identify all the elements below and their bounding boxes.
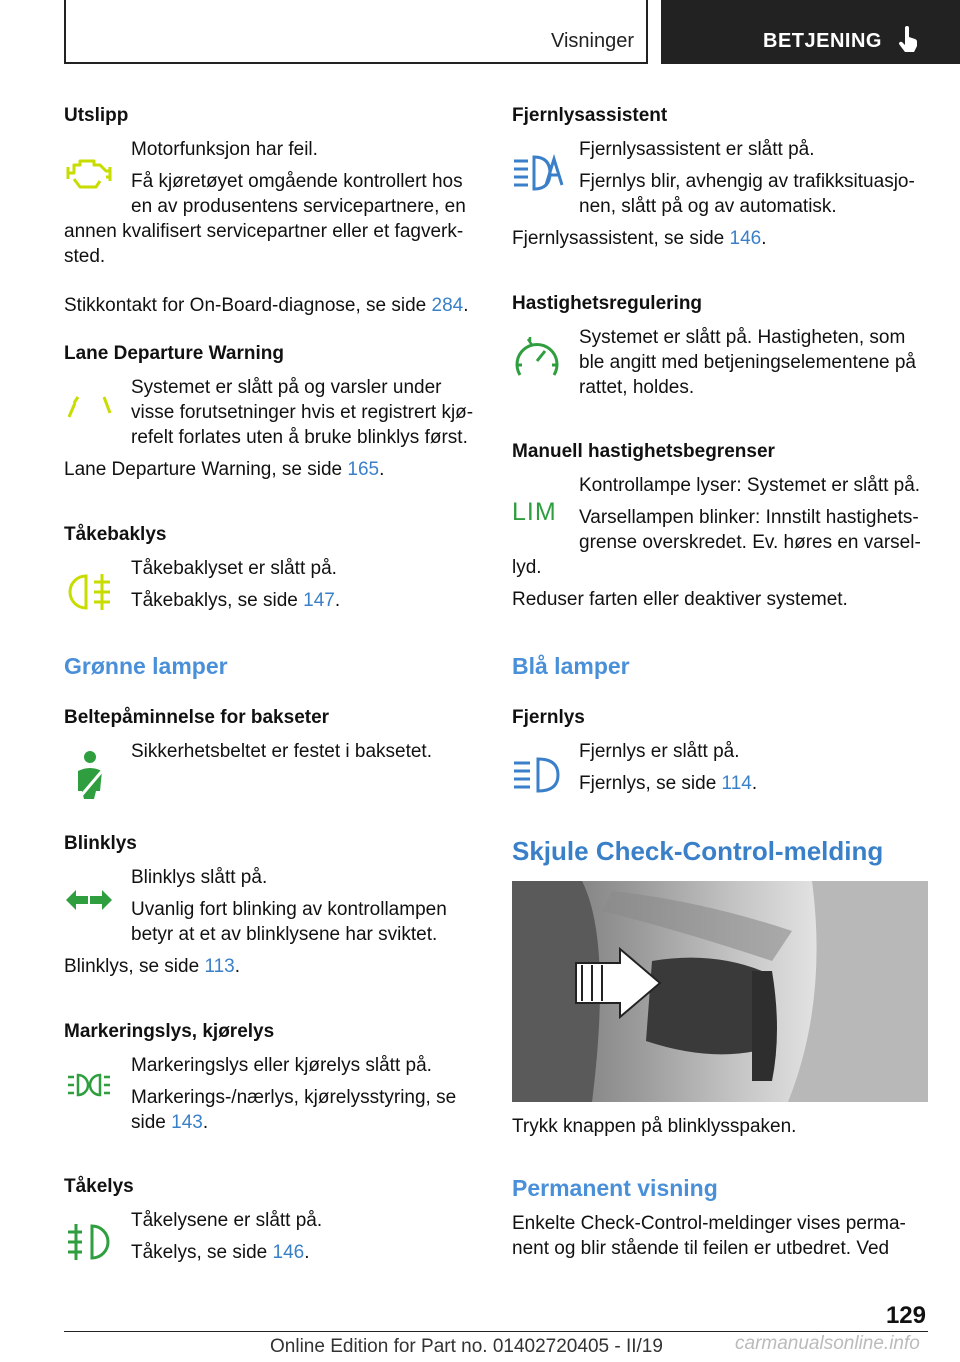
fjernass-ref-end: . <box>761 228 767 249</box>
fjern-ref-end: . <box>751 773 758 794</box>
section-takebaklys <box>64 524 484 613</box>
fjern-ref-text: Fjernlys, se side <box>579 773 722 794</box>
hast-title: Hastighetsregulering <box>512 293 703 314</box>
take-reference <box>64 1240 484 1265</box>
hast-p1b: ble angitt med betjeningselementene på <box>579 352 916 373</box>
section-lane-departure <box>64 343 484 482</box>
manuell-p2c: lyd. <box>512 557 542 578</box>
high-beam-assistant-icon <box>512 153 564 193</box>
manuell-title: Manuell hastighetsbegrenser <box>512 441 775 462</box>
take-p1: Tåkelysene er slått på. <box>131 1210 323 1231</box>
marker-reference <box>64 1110 484 1135</box>
obd-text: Stikkontakt for On-Board-diagnose, se side <box>64 295 432 316</box>
takebak-page-link[interactable]: 147 <box>303 590 335 611</box>
blink-reference <box>64 954 484 979</box>
hand-pointer-icon <box>897 26 919 52</box>
takebak-ref-end: . <box>334 590 341 611</box>
takebak-ref-text: Tåkebaklys, se side <box>131 590 304 611</box>
utslipp-p2c: annen kvalifisert servicepartner eller et fagverk- <box>64 221 464 242</box>
take-ref-end: . <box>304 1242 310 1263</box>
lane-ref-text: Lane Departure Warning, se side <box>64 459 348 480</box>
blink-ref-end: . <box>234 956 241 977</box>
section-manuell-hastighetsbegrenser <box>512 441 928 612</box>
lane-p1b: visse forutsetninger hvis et registrert kjø- <box>131 402 474 423</box>
blink-ref-text: Blinklys, se side <box>64 956 205 977</box>
section-markeringslys <box>64 1021 484 1135</box>
blink-p2a: Uvanlig fort blinking av kontrollampen <box>131 899 447 920</box>
section-hastighetsregulering <box>512 293 928 400</box>
perm-p1a: Enkelte Check-Control-meldinger vises perma- <box>512 1213 906 1234</box>
speed-limiter-lim-icon: LIM <box>512 498 557 526</box>
lane-reference <box>64 457 484 482</box>
blink-p2b: betyr at et av blinklysene har sviktet. <box>131 924 438 945</box>
marker-ref-text: side <box>131 1112 172 1133</box>
utslipp-title: Utslipp <box>64 105 129 126</box>
blink-p1: Blinklys slått på. <box>131 867 268 888</box>
marker-page-link[interactable]: 143 <box>171 1112 203 1133</box>
footer-watermark: carmanualsonline.info <box>735 1333 920 1354</box>
obd-page-link[interactable]: 284 <box>431 295 464 316</box>
heading-permanent-visning: Permanent visning <box>512 1175 718 1201</box>
fjern-title: Fjernlys <box>512 707 585 728</box>
lane-title: Lane Departure Warning <box>64 343 284 364</box>
lane-departure-icon <box>64 395 114 421</box>
front-fog-light-icon <box>64 1222 114 1262</box>
marker-ref-end: . <box>202 1112 209 1133</box>
fjern-reference <box>512 771 928 796</box>
utslipp-p1: Motorfunksjon har feil. <box>131 139 318 160</box>
fjernass-p1: Fjernlysassistent er slått på. <box>579 139 815 160</box>
fjern-page-link[interactable]: 114 <box>721 773 752 794</box>
take-title: Tåkelys <box>64 1176 134 1197</box>
obd-reference <box>64 293 484 318</box>
lane-p1a: Systemet er slått på og varsler under <box>131 377 442 398</box>
utslipp-p2a: Få kjøretøyet omgående kontrollert hos <box>131 171 463 192</box>
section-utslipp <box>64 105 484 269</box>
marker-p2a: Markerings-/nærlys, kjørelysstyring, se <box>131 1087 457 1108</box>
photo-caption: Trykk knappen på blinklysspaken. <box>512 1116 797 1137</box>
parking-light-icon <box>64 1071 114 1099</box>
blink-title: Blinklys <box>64 833 137 854</box>
fjernass-page-link[interactable]: 146 <box>729 228 762 249</box>
manuell-p2a: Varsellampen blinker: Innstilt hastighets- <box>579 507 919 528</box>
fjernass-reference <box>512 226 928 251</box>
rear-fog-light-icon <box>64 572 114 612</box>
permanent-paragraph <box>512 1211 928 1261</box>
lane-p1c: refelt forlates uten å bruke blinklys først. <box>131 427 468 448</box>
obd-end: . <box>463 295 469 316</box>
fjernass-p2b: nen, slått på og av automatisk. <box>579 196 837 217</box>
takebak-reference <box>64 588 484 613</box>
fjern-p1: Fjernlys er slått på. <box>579 741 740 762</box>
utslipp-p2d: sted. <box>64 246 106 267</box>
blink-page-link[interactable]: 113 <box>204 956 235 977</box>
lane-page-link[interactable]: 165 <box>347 459 380 480</box>
perm-p1b: nent og blir stående til feilen er utbedret. Ved <box>512 1238 890 1259</box>
take-page-link[interactable]: 146 <box>272 1242 305 1263</box>
header-chapter-tab <box>661 0 960 64</box>
take-ref-text: Tåkelys, se side <box>131 1242 273 1263</box>
utslipp-p2b: en av produsentens servicepartnere, en <box>131 196 466 217</box>
heading-bla-lamper: Blå lamper <box>512 653 630 679</box>
section-blinklys <box>64 833 484 979</box>
takebak-title: Tåkebaklys <box>64 524 167 545</box>
manuell-p1: Kontrollampe lyser: Systemet er slått på. <box>579 475 921 496</box>
footer-edition: Online Edition for Part no. 01402720405 - II/19 <box>270 1336 663 1357</box>
hast-p1a: Systemet er slått på. Hastigheten, som <box>579 327 906 348</box>
cruise-control-icon <box>512 335 562 385</box>
heading-skjule-check-control: Skjule Check-Control-melding <box>512 836 884 866</box>
turn-signal-stalk-photo <box>512 881 928 1102</box>
hast-p1c: rattet, holdes. <box>579 377 695 398</box>
lane-ref-end: . <box>379 459 385 480</box>
section-fjernlysassistent <box>512 105 928 251</box>
manuell-p2b: grense overskredet. Ev. høres en varsel- <box>579 532 921 553</box>
chapter-label: BETJENING <box>763 30 882 52</box>
seatbelt-icon <box>64 749 114 801</box>
stalk-illustration <box>512 881 928 1102</box>
engine-check-icon <box>64 155 114 191</box>
marker-p1: Markeringslys eller kjørelys slått på. <box>131 1055 432 1076</box>
turn-signal-icon <box>64 887 114 913</box>
header-section-title: Visninger <box>550 30 634 52</box>
fjernass-p2a: Fjernlys blir, avhengig av trafikksituasjo- <box>579 171 915 192</box>
page-number: 129 <box>885 1302 926 1329</box>
fjernass-title: Fjernlysassistent <box>512 105 668 126</box>
belte-p1: Sikkerhetsbeltet er festet i baksetet. <box>131 741 432 762</box>
footer-divider <box>64 1331 928 1332</box>
takebak-p1: Tåkebaklyset er slått på. <box>131 558 337 579</box>
marker-title: Markeringslys, kjørelys <box>64 1021 275 1042</box>
belte-title: Beltepåminnelse for bakseter <box>64 707 330 728</box>
high-beam-icon <box>512 755 562 795</box>
section-takelys <box>64 1176 484 1265</box>
section-fjernlys <box>512 707 928 796</box>
heading-gronne-lamper: Grønne lamper <box>64 653 228 679</box>
fjernass-ref-text: Fjernlysassistent, se side <box>512 228 730 249</box>
section-beltepaminnelse <box>64 707 484 764</box>
manuell-p3: Reduser farten eller deaktiver systemet. <box>512 589 848 610</box>
